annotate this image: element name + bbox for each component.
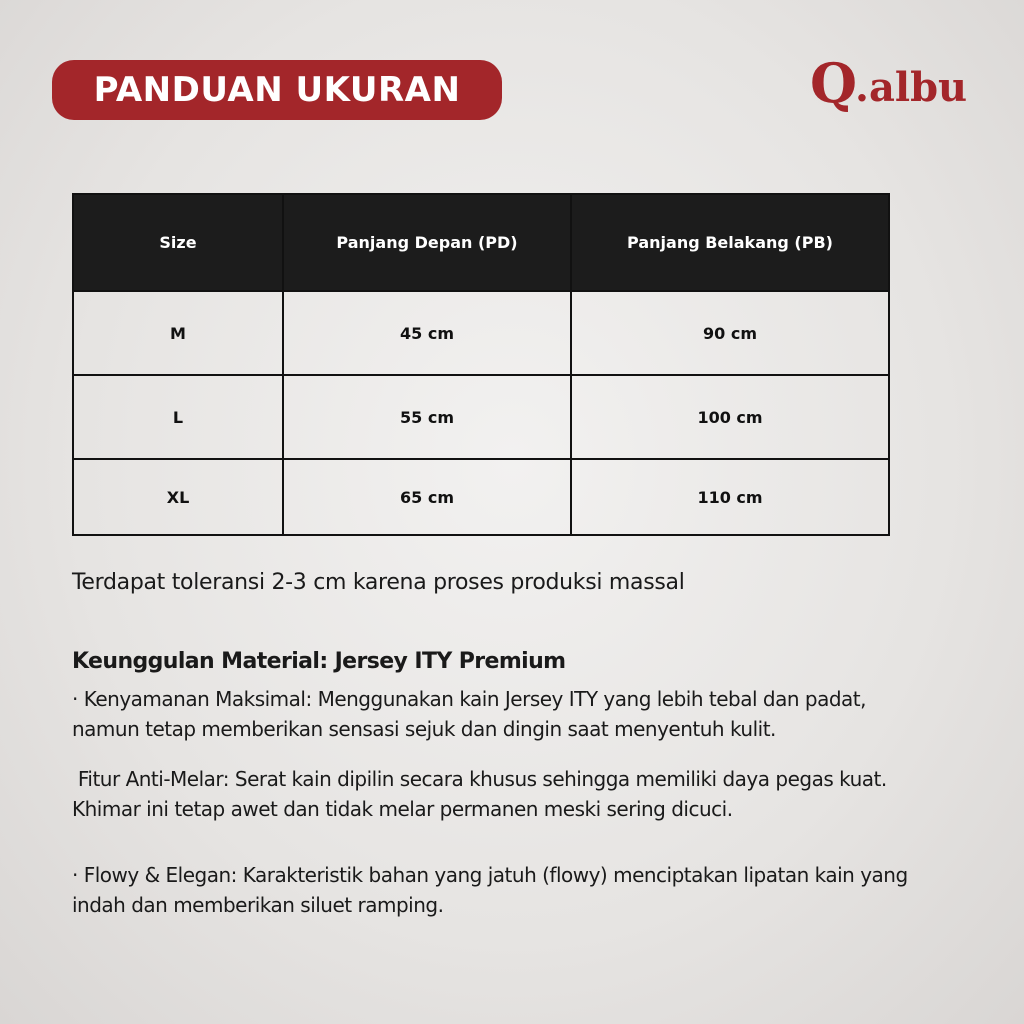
material-point-flowy: · Flowy & Elegan: Karakteristik bahan yang jatuh (flowy) menciptakan lipatan kain yang indah dan memberikan siluet ramping. [72, 863, 908, 917]
header-size: Size [73, 194, 283, 291]
table-row [73, 459, 889, 535]
cell-size: L [73, 375, 283, 459]
material-heading: Keunggulan Material: Jersey ITY Premium [72, 649, 566, 674]
cell-back-length: 110 cm [571, 459, 889, 535]
material-point-anti-stretch: Fitur Anti-Melar: Serat kain dipilin secara khusus sehingga memiliki daya pegas kuat. Khimar ini tetap awet dan tidak melar permanen meski sering dicuci. [72, 767, 893, 821]
header-back-length: Panjang Belakang (PB) [571, 194, 889, 291]
cell-back-length: 100 cm [571, 375, 889, 459]
table-row [73, 375, 889, 459]
page-title: PANDUAN UKURAN [93, 70, 461, 110]
cell-size: XL [73, 459, 283, 535]
logo-text: .albu [855, 64, 968, 111]
cell-back-length: 90 cm [571, 291, 889, 375]
header-front-length: Panjang Depan (PD) [283, 194, 571, 291]
brand-logo [810, 40, 968, 115]
cell-front-length: 55 cm [283, 375, 571, 459]
logo-letter-q: Q [810, 51, 858, 115]
cell-front-length: 45 cm [283, 291, 571, 375]
material-point-comfort: · Kenyamanan Maksimal: Menggunakan kain Jersey ITY yang lebih tebal dan padat, namun tetap memberikan sensasi sejuk dan dingin saat menyentuh kulit. [72, 687, 866, 741]
table-header-row [73, 194, 889, 291]
tolerance-note: Terdapat toleransi 2-3 cm karena proses produksi massal [72, 570, 685, 595]
table-row [73, 291, 889, 375]
size-chart-table [72, 193, 890, 536]
title-banner [52, 60, 502, 120]
cell-front-length: 65 cm [283, 459, 571, 535]
cell-size: M [73, 291, 283, 375]
